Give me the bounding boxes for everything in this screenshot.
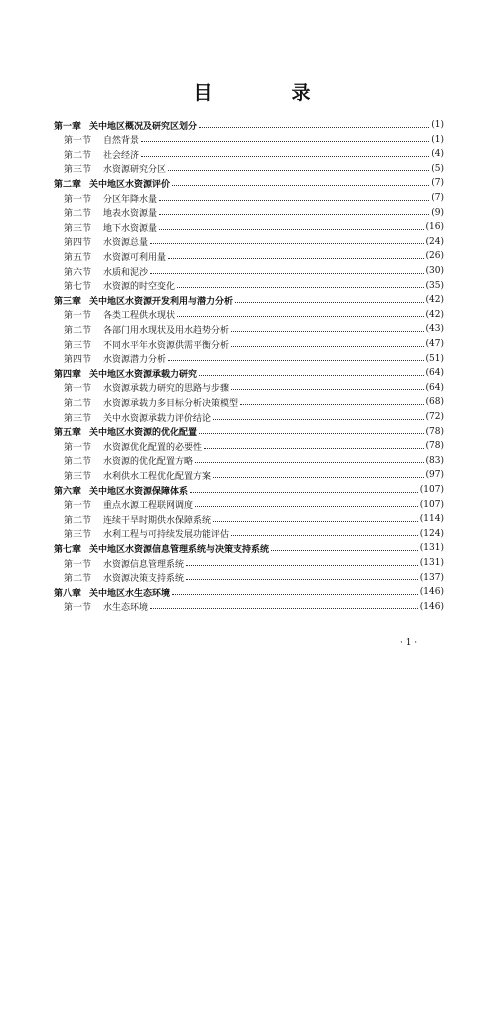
entry-page-number: (51) [425, 353, 444, 364]
entry-title: 关中地区概况及研究区划分 [89, 121, 198, 132]
entry-label: 第三节 [64, 223, 92, 234]
entry-page-number: (42) [425, 309, 444, 320]
dot-leader [150, 242, 423, 244]
entry-page-number: (16) [425, 222, 444, 233]
entry-title: 水资源决策支持系统 [103, 574, 185, 585]
dot-leader [213, 520, 418, 522]
toc-chapter-entry [0, 366, 504, 380]
toc-chapter-entry [0, 483, 504, 497]
entry-page-number: (4) [431, 149, 444, 160]
entry-label: 第二章 [54, 179, 82, 190]
entry-label: 第七节 [64, 282, 92, 293]
entry-label: 第二节 [64, 515, 92, 526]
entry-label: 第一节 [64, 442, 92, 453]
entry-label: 第二节 [64, 209, 92, 220]
entry-label: 第六节 [64, 267, 92, 278]
entry-page-number: (1) [431, 120, 444, 130]
toc-section-entry [0, 264, 504, 278]
dot-leader [213, 476, 423, 478]
dot-leader [195, 505, 418, 507]
entry-page-number: (131) [419, 558, 444, 568]
dot-leader [186, 564, 418, 566]
entry-label: 第一节 [64, 559, 92, 570]
entry-page-number: (7) [431, 178, 444, 189]
toc-section-entry [0, 571, 504, 585]
dot-leader [177, 315, 423, 317]
entry-title: 各类工程供水现状 [103, 311, 176, 322]
entry-title: 水资源信息管理系统 [103, 559, 185, 570]
toc-section-entry [0, 512, 504, 526]
entry-label: 第二节 [64, 150, 92, 161]
entry-page-number: (42) [425, 295, 444, 306]
dot-leader [199, 374, 423, 376]
entry-title: 关中地区水资源评价 [89, 179, 171, 190]
entry-title: 不同水平年水资源供需平衡分析 [103, 340, 230, 351]
dot-leader [150, 272, 423, 274]
entry-title: 连续干旱时期供水保障系统 [103, 515, 212, 526]
entry-label: 第一节 [64, 603, 92, 614]
entry-page-number: (68) [425, 397, 444, 408]
toc-section-entry [0, 556, 504, 570]
toc-section-entry [0, 337, 504, 351]
toc-section-entry [0, 162, 504, 176]
entry-title: 水生态环境 [103, 603, 149, 614]
entry-title: 重点水源工程联网调度 [103, 501, 194, 512]
toc-section-entry [0, 249, 504, 263]
toc-chapter-entry [0, 585, 504, 599]
entry-label: 第八章 [54, 588, 82, 599]
toc-section-entry [0, 220, 504, 234]
toc-section-entry [0, 381, 504, 395]
entry-page-number: (43) [425, 324, 444, 335]
dot-leader [141, 140, 429, 142]
toc-chapter-entry [0, 541, 504, 555]
toc-chapter-entry [0, 425, 504, 439]
toc-section-entry [0, 235, 504, 249]
entry-label: 第一节 [64, 136, 92, 147]
dot-leader [271, 549, 418, 551]
entry-label: 第一节 [64, 501, 92, 512]
dot-leader [168, 257, 423, 259]
entry-title: 水资源承载力研究的思路与步骤 [103, 384, 230, 395]
entry-page-number: (131) [419, 543, 444, 554]
entry-title: 社会经济 [103, 150, 140, 161]
toc-section-entry [0, 410, 504, 424]
dot-leader [195, 461, 423, 463]
entry-title: 水资源优化配置的必要性 [103, 442, 203, 453]
entry-label: 第一节 [64, 311, 92, 322]
entry-title: 地表水资源量 [103, 209, 158, 220]
dot-leader [172, 593, 418, 595]
entry-title: 水资源可利用量 [103, 252, 167, 263]
toc-section-entry [0, 468, 504, 482]
dot-leader [159, 213, 429, 215]
entry-title: 关中水资源承载力评价结论 [103, 413, 212, 424]
dot-leader [159, 228, 423, 230]
entry-page-number: (83) [425, 455, 444, 466]
toc-section-entry [0, 395, 504, 409]
entry-label: 第一节 [64, 194, 92, 205]
entry-page-number: (7) [431, 193, 444, 203]
entry-page-number: (107) [419, 485, 444, 495]
entry-title: 关中地区水资源承载力研究 [89, 369, 198, 380]
entry-title: 地下水资源量 [103, 223, 158, 234]
entry-title: 水资源承载力多目标分析决策模型 [103, 398, 239, 409]
entry-page-number: (114) [419, 514, 444, 525]
entry-title: 水资源总量 [103, 238, 149, 249]
entry-page-number: (72) [425, 412, 444, 422]
entry-title: 关中地区水资源保障体系 [89, 486, 189, 497]
dot-leader [141, 155, 429, 157]
dot-leader [231, 345, 423, 347]
toc-section-entry [0, 439, 504, 453]
entry-label: 第五节 [64, 252, 92, 263]
entry-page-number: (9) [431, 207, 444, 218]
entry-page-number: (137) [419, 572, 444, 583]
dot-leader [186, 578, 418, 580]
entry-title: 水资源的时空变化 [103, 282, 176, 293]
entry-label: 第三节 [64, 471, 92, 482]
entry-label: 第二节 [64, 325, 92, 336]
entry-page-number: (97) [425, 470, 444, 481]
entry-page-number: (78) [425, 426, 444, 437]
entry-page-number: (78) [425, 441, 444, 452]
entry-page-number: (64) [425, 368, 444, 379]
dot-leader [204, 447, 423, 449]
toc-section-entry [0, 147, 504, 161]
toc-section-entry [0, 600, 504, 614]
entry-label: 第四节 [64, 355, 92, 366]
entry-title: 关中地区水资源开发利用与潜力分析 [89, 296, 234, 307]
page-number: · 1 · [400, 638, 418, 648]
dot-leader [199, 126, 429, 128]
entry-label: 第三节 [64, 530, 92, 541]
toc-section-entry [0, 498, 504, 512]
entry-label: 第四节 [64, 238, 92, 249]
entry-label: 第四章 [54, 369, 82, 380]
entry-title: 分区年降水量 [103, 194, 158, 205]
toc-chapter-entry [0, 176, 504, 190]
dot-leader [168, 359, 423, 361]
entry-title: 水利工程与可持续发展功能评估 [103, 530, 230, 541]
toc-section-entry [0, 308, 504, 322]
entry-page-number: (107) [419, 499, 444, 510]
entry-title: 水利供水工程优化配置方案 [103, 471, 212, 482]
dot-leader [168, 169, 429, 171]
entry-title: 关中地区水资源信息管理系统与决策支持系统 [89, 544, 270, 555]
dot-leader [231, 534, 418, 536]
toc-section-entry [0, 454, 504, 468]
toc-chapter-entry [0, 293, 504, 307]
toc-section-entry [0, 206, 504, 220]
entry-page-number: (64) [425, 382, 444, 393]
entry-label: 第二节 [64, 574, 92, 585]
entry-title: 水资源的优化配置方略 [103, 457, 194, 468]
toc-section-entry [0, 191, 504, 205]
dot-leader [231, 330, 423, 332]
dot-leader [213, 418, 423, 420]
entry-label: 第二节 [64, 398, 92, 409]
dot-leader [172, 184, 429, 186]
dot-leader [231, 388, 423, 390]
entry-page-number: (24) [425, 236, 444, 247]
entry-title: 水资源潜力分析 [103, 355, 167, 366]
entry-title: 水资源研究分区 [103, 165, 167, 176]
entry-label: 第五章 [54, 428, 82, 439]
toc-section-entry [0, 352, 504, 366]
dot-leader [199, 432, 423, 434]
toc-section-entry [0, 133, 504, 147]
entry-title: 各部门用水现状及用水趋势分析 [103, 325, 230, 336]
entry-title: 自然背景 [103, 136, 140, 147]
entry-page-number: (26) [425, 251, 444, 262]
entry-page-number: (1) [431, 134, 444, 145]
entry-label: 第一章 [54, 121, 82, 132]
entry-title: 关中地区水生态环境 [89, 588, 171, 599]
entry-label: 第三节 [64, 340, 92, 351]
entry-page-number: (146) [419, 587, 444, 598]
entry-page-number: (124) [419, 528, 444, 539]
entry-label: 第三节 [64, 413, 92, 424]
dot-leader [240, 403, 423, 405]
entry-page-number: (146) [419, 601, 444, 612]
toc-chapter-entry [0, 118, 504, 132]
entry-page-number: (30) [425, 266, 444, 276]
entry-label: 第一节 [64, 384, 92, 395]
entry-label: 第三章 [54, 296, 82, 307]
entry-label: 第七章 [54, 544, 82, 555]
dot-leader [190, 491, 418, 493]
entry-label: 第二节 [64, 457, 92, 468]
entry-label: 第六章 [54, 486, 82, 497]
dot-leader [159, 199, 429, 201]
dot-leader [235, 301, 423, 303]
entry-page-number: (47) [425, 339, 444, 349]
entry-page-number: (35) [425, 280, 444, 291]
entry-title: 水质和泥沙 [103, 267, 149, 278]
dot-leader [177, 286, 423, 288]
toc-section-entry [0, 527, 504, 541]
dot-leader [150, 607, 418, 609]
toc-section-entry [0, 279, 504, 293]
entry-label: 第三节 [64, 165, 92, 176]
entry-page-number: (5) [431, 163, 444, 174]
page-title: 目 录 [193, 82, 341, 104]
entry-title: 关中地区水资源的优化配置 [89, 428, 198, 439]
toc-section-entry [0, 322, 504, 336]
